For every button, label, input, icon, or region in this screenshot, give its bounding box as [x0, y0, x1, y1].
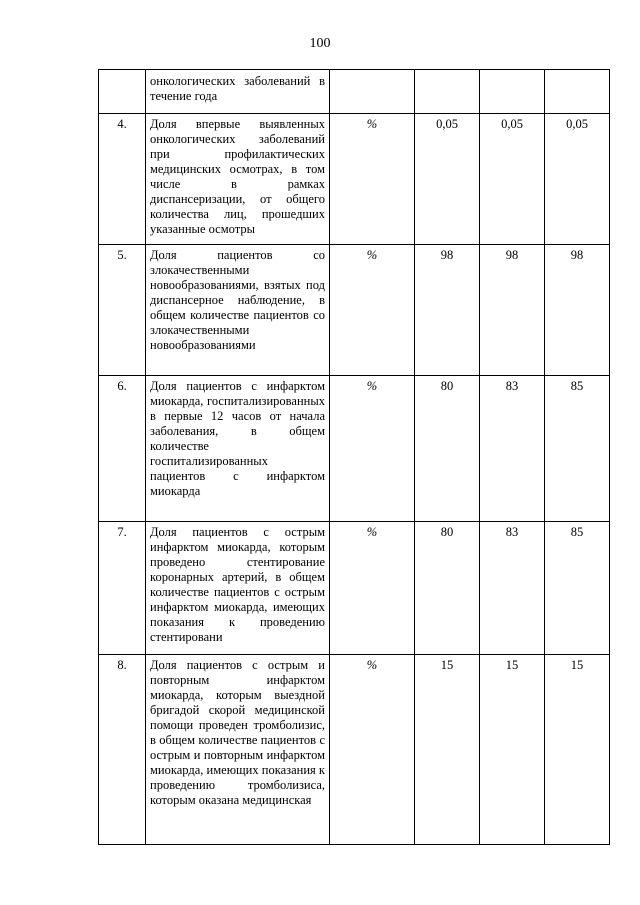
unit: %	[330, 655, 415, 845]
table-row	[99, 245, 610, 376]
value-year-1: 98	[415, 245, 480, 376]
table-row	[99, 376, 610, 522]
row-number: 6.	[99, 376, 146, 522]
indicator-name: Доля пациентов с острым инфарктом миокарда, которым проведено стентирование коронарных артерий, в общем количестве пациентов с острым инфарктом миокарда, имеющих показания к проведению стентировани	[146, 522, 330, 655]
value-year-3	[545, 70, 610, 114]
table-row	[99, 522, 610, 655]
indicator-name: онкологических заболеваний в течение года	[146, 70, 330, 114]
value-year-3: 85	[545, 376, 610, 522]
unit: %	[330, 376, 415, 522]
indicator-name: Доля пациентов с острым и повторным инфарктом миокарда, которым выездной бригадой скорой медицинской помощи проведен тромболизис, в общем количестве пациентов с острым и повторным инфарктом миокарда, имеющих показания к проведению тромболизиса, которым оказана медицинская	[146, 655, 330, 845]
value-year-1: 0,05	[415, 114, 480, 245]
indicator-name: Доля пациентов с инфарктом миокарда, госпитализированных в первые 12 часов от начала заболевания, в общем количестве госпитализированных пациентов с инфарктом миокарда	[146, 376, 330, 522]
row-number: 4.	[99, 114, 146, 245]
indicator-name: Доля пациентов со злокачественными новообразованиями, взятых под диспансерное наблюдение, в общем количестве пациентов со злокачественными новообразованиями	[146, 245, 330, 376]
row-number	[99, 70, 146, 114]
page-number: 100	[309, 36, 331, 51]
table-row	[99, 655, 610, 845]
value-year-1: 80	[415, 522, 480, 655]
unit	[330, 70, 415, 114]
row-number: 5.	[99, 245, 146, 376]
value-year-3: 15	[545, 655, 610, 845]
unit: %	[330, 114, 415, 245]
value-year-3: 85	[545, 522, 610, 655]
value-year-2: 98	[480, 245, 545, 376]
table-row	[99, 114, 610, 245]
value-year-2: 83	[480, 376, 545, 522]
value-year-2	[480, 70, 545, 114]
value-year-1	[415, 70, 480, 114]
unit: %	[330, 522, 415, 655]
table-row	[99, 70, 610, 114]
value-year-2: 83	[480, 522, 545, 655]
value-year-1: 80	[415, 376, 480, 522]
row-number: 8.	[99, 655, 146, 845]
row-number: 7.	[99, 522, 146, 655]
value-year-3: 98	[545, 245, 610, 376]
value-year-2: 0,05	[480, 114, 545, 245]
value-year-3: 0,05	[545, 114, 610, 245]
value-year-1: 15	[415, 655, 480, 845]
unit: %	[330, 245, 415, 376]
value-year-2: 15	[480, 655, 545, 845]
indicator-name: Доля впервые выявленных онкологических заболеваний при профилактических медицинских осмотрах, в том числе в рамках диспансеризации, от общего количества лиц, прошедших указанные осмотры	[146, 114, 330, 245]
indicators-table	[98, 69, 610, 845]
